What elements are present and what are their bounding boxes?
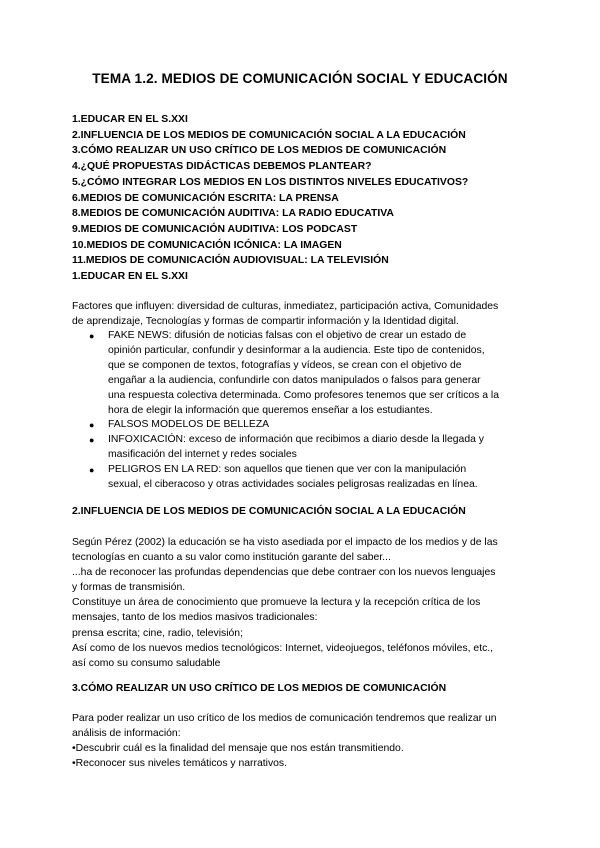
toc-item: 8.MEDIOS DE COMUNICACIÓN AUDITIVA: LA RADIO EDUCATIVA bbox=[72, 208, 394, 220]
toc-item: 10.MEDIOS DE COMUNICACIÓN ICÓNICA: LA IMAGEN bbox=[72, 239, 342, 251]
paragraph-line: Según Pérez (2002) la educación se ha visto asediada por el impacto de los medios y de las bbox=[72, 537, 498, 548]
list-item bbox=[72, 433, 542, 463]
list-item-line: sexual, el ciberacoso y otras actividades sociales peligrosas realizadas en línea. bbox=[108, 479, 478, 491]
toc-item: 9.MEDIOS DE COMUNICACIÓN AUDITIVA: LOS PODCAST bbox=[72, 223, 358, 235]
list-item-line: PELIGROS EN LA RED: son aquellos que tienen que ver con la manipulación bbox=[108, 464, 467, 476]
toc-item: 1.EDUCAR EN EL S.XXI bbox=[72, 114, 188, 125]
bullet-icon: ● bbox=[89, 331, 95, 341]
document-title: TEMA 1.2. MEDIOS DE COMUNICACIÓN SOCIAL Y EDUCACIÓN bbox=[92, 71, 508, 86]
paragraph-line: Factores que influyen: diversidad de culturas, inmediatez, participación activa, Comunidades bbox=[72, 301, 499, 312]
paragraph-line: Así como de los nuevos medios tecnológicos: Internet, videojuegos, teléfonos móviles, etc., bbox=[72, 642, 494, 654]
bullet-icon: ● bbox=[89, 435, 95, 446]
toc-item: 2.INFLUENCIA DE LOS MEDIOS DE COMUNICACIÓN SOCIAL A LA EDUCACIÓN bbox=[72, 129, 466, 141]
paragraph-line: Constituye un área de conocimiento que promueve la lectura y la recepción crítica de los bbox=[72, 597, 481, 609]
list-item bbox=[72, 329, 542, 418]
list-item-line: una respuesta colectiva determinada. Como profesores tenemos que ser críticos a la bbox=[108, 389, 500, 401]
paragraph-line: tecnologías en cuanto a su valor como institución garante del saber... bbox=[72, 552, 391, 564]
bullet-icon: ● bbox=[89, 420, 95, 431]
list-item-line: que se componen de textos, fotografías y vídeos, se crean con el objetivo de bbox=[108, 359, 462, 371]
list-item-line: FAKE NEWS: difusión de noticias falsas con el objetivo de crear un estado de bbox=[108, 330, 467, 341]
paragraph-line: así como su consumo saludable bbox=[72, 657, 221, 669]
toc-item: 6.MEDIOS DE COMUNICACIÓN ESCRITA: LA PRENSA bbox=[72, 192, 339, 204]
toc-item: 11.MEDIOS DE COMUNICACIÓN AUDIOVISUAL: LA TELEVISIÓN bbox=[72, 255, 389, 267]
paragraph-line: •Reconocer sus niveles temáticos y narrativos. bbox=[72, 758, 288, 770]
paragraph-line: ...ha de reconocer las profundas dependencias que debe contraer con los nuevos lenguajes bbox=[72, 567, 496, 579]
section-3-body bbox=[72, 711, 532, 771]
paragraph-line: y formas de transmisión. bbox=[72, 582, 186, 594]
paragraph-line: Para poder realizar un uso crítico de los medios de comunicación tendremos que realizar un bbox=[72, 713, 497, 724]
list-item-line: FALSOS MODELOS DE BELLEZA bbox=[108, 419, 270, 431]
bullet-icon: ● bbox=[89, 465, 95, 476]
list-item bbox=[72, 463, 542, 493]
toc-item: 4.¿QUÉ PROPUESTAS DIDÁCTICAS DEBEMOS PLANTEAR? bbox=[72, 161, 372, 173]
paragraph-line: •Descubrir cuál es la finalidad del mensaje que nos están transmitiendo. bbox=[72, 743, 404, 755]
list-item-line: masificación del internet y redes sociales bbox=[108, 449, 297, 461]
paragraph-line: de aprendizaje, Tecnologías y formas de compartir información y la Identidad digital. bbox=[72, 316, 459, 328]
table-of-contents bbox=[72, 112, 468, 269]
section-1-intro bbox=[72, 299, 532, 329]
paragraph-line: análisis de información: bbox=[72, 728, 181, 740]
section-1-heading: 1.EDUCAR EN EL S.XXI bbox=[72, 271, 188, 282]
list-item-line: opinión particular, confundir y desinformar a la audiencia. Este tipo de contenidos, bbox=[108, 344, 485, 356]
section-2-body bbox=[72, 535, 532, 671]
toc-item: 5.¿CÓMO INTEGRAR LOS MEDIOS EN LOS DISTINTOS NIVELES EDUCATIVOS? bbox=[72, 176, 469, 188]
list-item-line: INFOXICACIÓN: exceso de información que recibimos a diario desde la llegada y bbox=[108, 434, 484, 446]
toc-item: 3.CÓMO REALIZAR UN USO CRÍTICO DE LOS MEDIOS DE COMUNICACIÓN bbox=[72, 145, 447, 157]
paragraph-line: mensajes, tanto de los medios masivos tradicionales: bbox=[72, 612, 318, 624]
section-1-bullet-list bbox=[72, 329, 542, 493]
section-2-heading: 2.INFLUENCIA DE LOS MEDIOS DE COMUNICACIÓN SOCIAL A LA EDUCACIÓN bbox=[72, 506, 466, 517]
list-item-line: engañar a la audiencia, confundirle con datos manipulados o falsos para generar bbox=[108, 374, 481, 386]
section-3-heading: 3.CÓMO REALIZAR UN USO CRÍTICO DE LOS MEDIOS DE COMUNICACIÓN bbox=[72, 683, 447, 694]
paragraph-line: prensa escrita; cine, radio, televisión; bbox=[72, 627, 243, 639]
list-item bbox=[72, 418, 542, 433]
list-item-line: hora de elegir la información que queremos enseñar a los estudiantes. bbox=[108, 404, 433, 416]
